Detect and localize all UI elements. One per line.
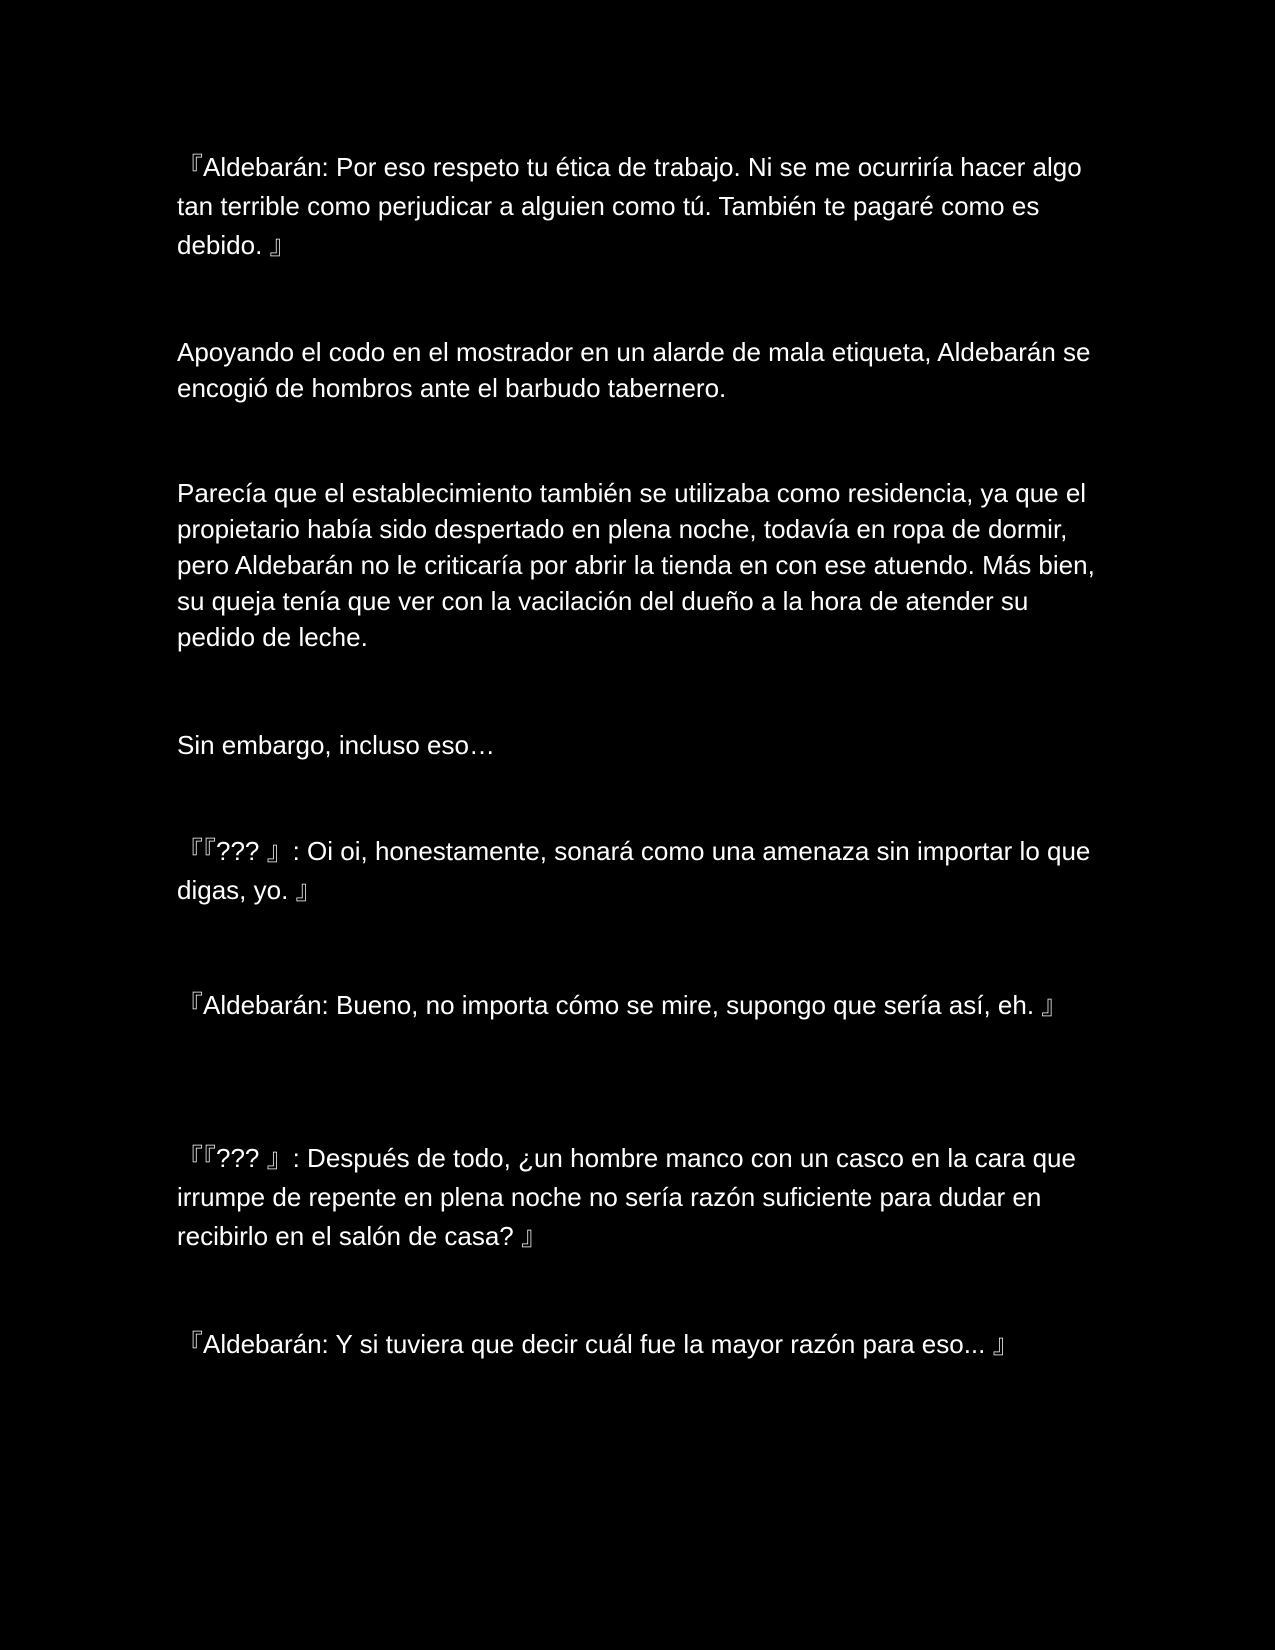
paragraph-dialogue-unknown-2: 『『??? 』: Después de todo, ¿un hombre manco con un casco en la cara que irrumpe de repente en plena noche no sería razón suficiente para dudar en recibirlo en el salón de casa? 』 (177, 1143, 1076, 1251)
paragraph-dialogue-aldebaran-3: 『Aldebarán: Y si tuviera que decir cuál fue la mayor razón para eso... 』 (177, 1329, 1019, 1359)
paragraph-narration-2: Parecía que el establecimiento también se utilizaba como residencia, ya que el propietario había sido despertado en plena noche, todavía en ropa de dormir, pero Aldebarán no le criticaría por abrir la tienda en con ese atuendo. Más bien, su queja tenía que ver con la vacilación del dueño a la hora de atender su pedido de leche. (177, 478, 1095, 652)
paragraph-narration-3: Sin embargo, incluso eso… (177, 730, 495, 760)
paragraph-narration-1: Apoyando el codo en el mostrador en un alarde de mala etiqueta, Aldebarán se encogió de hombros ante el barbudo tabernero. (177, 337, 1091, 403)
paragraph-dialogue-unknown-1: 『『??? 』: Oi oi, honestamente, sonará como una amenaza sin importar lo que digas, yo. 』 (177, 836, 1091, 905)
paragraph-dialogue-aldebaran-1: 『Aldebarán: Por eso respeto tu ética de trabajo. Ni se me ocurriría hacer algo tan terrible como perjudicar a alguien como tú. También te pagaré como es debido. 』 (177, 152, 1082, 260)
paragraph-dialogue-aldebaran-2: 『Aldebarán: Bueno, no importa cómo se mire, supongo que sería así, eh. 』 (177, 990, 1068, 1020)
